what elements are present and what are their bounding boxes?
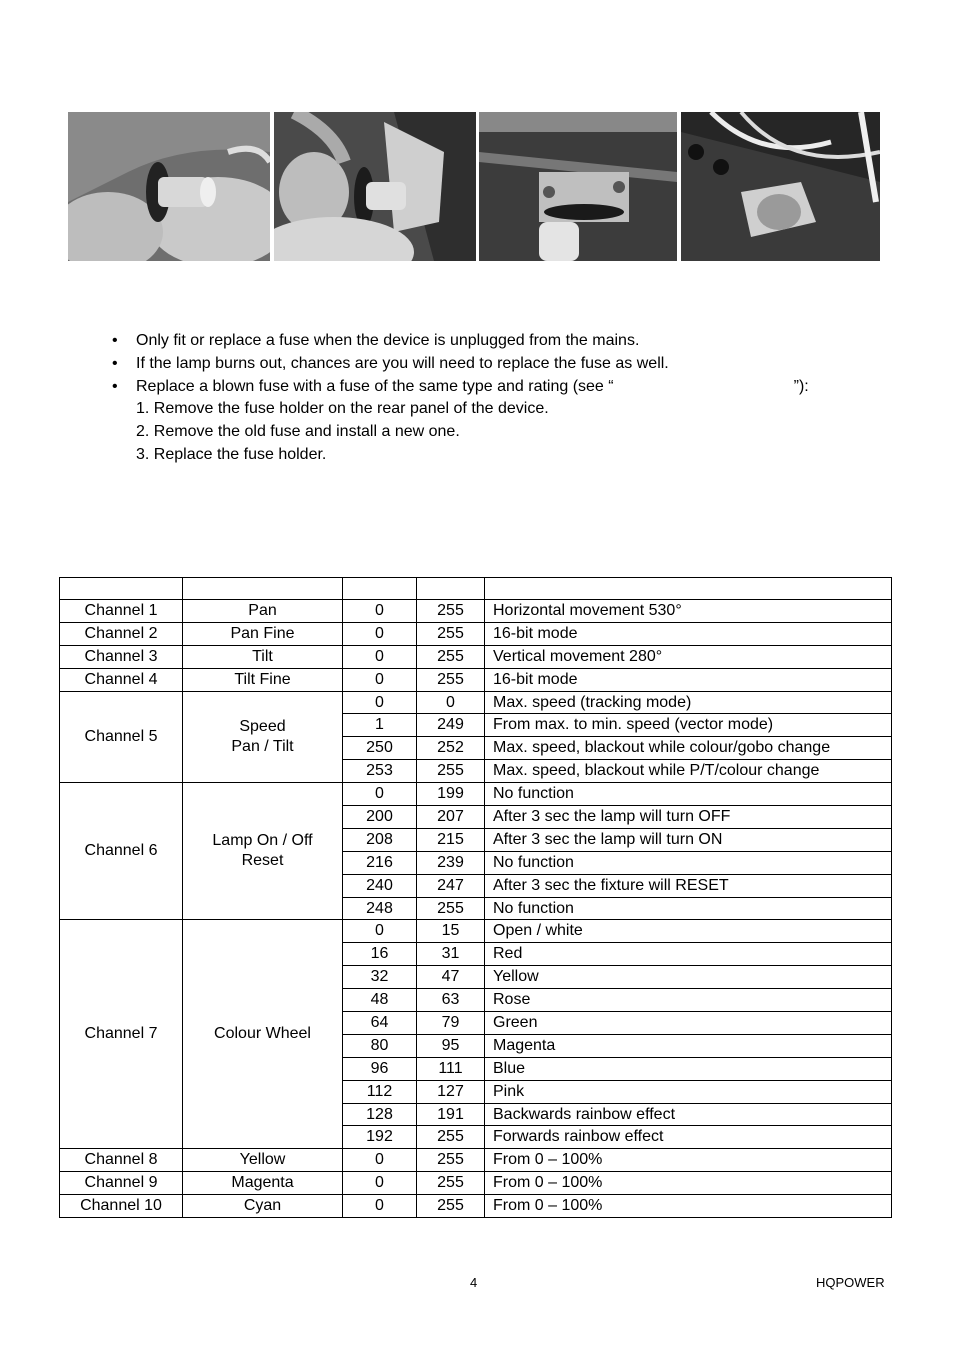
value-to-cell: 255 bbox=[417, 645, 485, 668]
value-to-cell: 95 bbox=[417, 1034, 485, 1057]
table-row bbox=[60, 783, 892, 806]
step-2: 2. Remove the old fuse and install a new one. bbox=[136, 423, 460, 441]
value-from-cell: 0 bbox=[343, 645, 417, 668]
page-number: 4 bbox=[470, 1275, 478, 1290]
function-line: Lamp On / Off bbox=[212, 832, 313, 850]
description-cell: Green bbox=[485, 1012, 892, 1035]
description-cell: Max. speed (tracking mode) bbox=[485, 691, 892, 714]
value-from-cell: 192 bbox=[343, 1126, 417, 1149]
value-from-cell: 32 bbox=[343, 966, 417, 989]
table-row bbox=[60, 1149, 892, 1172]
value-from-cell: 48 bbox=[343, 989, 417, 1012]
value-from-cell: 248 bbox=[343, 897, 417, 920]
value-from-cell: 1 bbox=[343, 714, 417, 737]
value-from-cell: 112 bbox=[343, 1080, 417, 1103]
value-from-cell: 0 bbox=[343, 1195, 417, 1218]
description-cell: 16-bit mode bbox=[485, 622, 892, 645]
function-cell bbox=[183, 783, 343, 920]
step-3: 3. Replace the fuse holder. bbox=[136, 445, 327, 463]
value-from-cell: 250 bbox=[343, 737, 417, 760]
value-from-cell: 96 bbox=[343, 1057, 417, 1080]
value-to-cell: 111 bbox=[417, 1057, 485, 1080]
function-cell: Pan Fine bbox=[183, 622, 343, 645]
table-row bbox=[60, 691, 892, 714]
value-to-cell: 255 bbox=[417, 1195, 485, 1218]
description-cell: No function bbox=[485, 851, 892, 874]
function-cell: Tilt Fine bbox=[183, 668, 343, 691]
function-cell: Pan bbox=[183, 600, 343, 623]
dmx-channel-table bbox=[59, 577, 892, 1218]
channel-cell: Channel 9 bbox=[60, 1172, 183, 1195]
value-from-cell: 200 bbox=[343, 806, 417, 829]
value-from-cell: 0 bbox=[343, 920, 417, 943]
description-cell: Max. speed, blackout while P/T/colour change bbox=[485, 760, 892, 783]
header-cell bbox=[183, 578, 343, 600]
value-to-cell: 255 bbox=[417, 897, 485, 920]
value-from-cell: 0 bbox=[343, 622, 417, 645]
function-line: Reset bbox=[241, 852, 284, 870]
fuse-replacement-notes bbox=[110, 330, 809, 467]
header-cell bbox=[417, 578, 485, 600]
description-cell: Backwards rainbow effect bbox=[485, 1103, 892, 1126]
table-row bbox=[60, 600, 892, 623]
function-cell: Tilt bbox=[183, 645, 343, 668]
value-to-cell: 255 bbox=[417, 1172, 485, 1195]
function-cell: Yellow bbox=[183, 1149, 343, 1172]
table-row bbox=[60, 622, 892, 645]
value-from-cell: 16 bbox=[343, 943, 417, 966]
value-to-cell: 127 bbox=[417, 1080, 485, 1103]
table-row bbox=[60, 645, 892, 668]
description-cell: From 0 – 100% bbox=[485, 1172, 892, 1195]
description-cell: Forwards rainbow effect bbox=[485, 1126, 892, 1149]
function-line: Pan / Tilt bbox=[231, 737, 294, 755]
table-row bbox=[60, 668, 892, 691]
value-from-cell: 128 bbox=[343, 1103, 417, 1126]
step-1: 1. Remove the fuse holder on the rear panel of the device. bbox=[136, 400, 549, 418]
header-cell bbox=[60, 578, 183, 600]
value-from-cell: 253 bbox=[343, 760, 417, 783]
value-from-cell: 240 bbox=[343, 874, 417, 897]
function-cell bbox=[183, 691, 343, 783]
value-from-cell: 0 bbox=[343, 668, 417, 691]
value-from-cell: 0 bbox=[343, 1149, 417, 1172]
value-from-cell: 80 bbox=[343, 1034, 417, 1057]
description-cell: After 3 sec the lamp will turn OFF bbox=[485, 806, 892, 829]
value-from-cell: 216 bbox=[343, 851, 417, 874]
description-cell: Yellow bbox=[485, 966, 892, 989]
value-to-cell: 255 bbox=[417, 668, 485, 691]
header-cell bbox=[343, 578, 417, 600]
channel-cell: Channel 3 bbox=[60, 645, 183, 668]
photo-fuse-holder-in-hand bbox=[274, 112, 476, 261]
value-to-cell: 191 bbox=[417, 1103, 485, 1126]
value-to-cell: 0 bbox=[417, 691, 485, 714]
description-cell: Open / white bbox=[485, 920, 892, 943]
note-bullet-replace-end: ”): bbox=[793, 377, 809, 395]
note-bullet-replace bbox=[110, 376, 809, 399]
description-cell: No function bbox=[485, 897, 892, 920]
description-cell: Pink bbox=[485, 1080, 892, 1103]
channel-cell: Channel 8 bbox=[60, 1149, 183, 1172]
table-row bbox=[60, 920, 892, 943]
value-to-cell: 207 bbox=[417, 806, 485, 829]
table-row bbox=[60, 1172, 892, 1195]
channel-cell: Channel 6 bbox=[60, 783, 183, 920]
channel-cell: Channel 4 bbox=[60, 668, 183, 691]
value-to-cell: 255 bbox=[417, 760, 485, 783]
value-to-cell: 215 bbox=[417, 828, 485, 851]
value-to-cell: 255 bbox=[417, 1149, 485, 1172]
function-cell: Cyan bbox=[183, 1195, 343, 1218]
channel-cell: Channel 10 bbox=[60, 1195, 183, 1218]
note-bullet-replace-start: Replace a blown fuse with a fuse of the same type and rating (see “ bbox=[136, 377, 614, 395]
channel-cell: Channel 1 bbox=[60, 600, 183, 623]
note-bullet-lamp: • If the lamp burns out, chances are you will need to replace the fuse as well. bbox=[110, 353, 809, 376]
photo-fuse-holder-on-panel bbox=[479, 112, 677, 261]
header-cell bbox=[485, 578, 892, 600]
description-cell: No function bbox=[485, 783, 892, 806]
value-to-cell: 199 bbox=[417, 783, 485, 806]
description-cell: Rose bbox=[485, 989, 892, 1012]
description-cell: After 3 sec the fixture will RESET bbox=[485, 874, 892, 897]
description-cell: Vertical movement 280° bbox=[485, 645, 892, 668]
value-to-cell: 255 bbox=[417, 622, 485, 645]
description-cell: From 0 – 100% bbox=[485, 1149, 892, 1172]
table-header-row bbox=[60, 578, 892, 600]
fuse-photo-strip bbox=[68, 112, 880, 261]
description-cell: Red bbox=[485, 943, 892, 966]
function-cell: Magenta bbox=[183, 1172, 343, 1195]
description-cell: Magenta bbox=[485, 1034, 892, 1057]
value-to-cell: 47 bbox=[417, 966, 485, 989]
value-to-cell: 255 bbox=[417, 1126, 485, 1149]
description-cell: From 0 – 100% bbox=[485, 1195, 892, 1218]
value-to-cell: 247 bbox=[417, 874, 485, 897]
value-to-cell: 239 bbox=[417, 851, 485, 874]
value-to-cell: 255 bbox=[417, 600, 485, 623]
note-bullet-unplug: • Only fit or replace a fuse when the device is unplugged from the mains. bbox=[110, 330, 809, 353]
value-from-cell: 0 bbox=[343, 1172, 417, 1195]
value-from-cell: 64 bbox=[343, 1012, 417, 1035]
footer-brand: HQPOWER bbox=[816, 1275, 885, 1290]
value-to-cell: 63 bbox=[417, 989, 485, 1012]
description-cell: Horizontal movement 530° bbox=[485, 600, 892, 623]
value-from-cell: 208 bbox=[343, 828, 417, 851]
value-from-cell: 0 bbox=[343, 600, 417, 623]
value-to-cell: 249 bbox=[417, 714, 485, 737]
value-to-cell: 31 bbox=[417, 943, 485, 966]
function-cell: Colour Wheel bbox=[183, 920, 343, 1149]
value-from-cell: 0 bbox=[343, 691, 417, 714]
table-row bbox=[60, 1195, 892, 1218]
channel-cell: Channel 7 bbox=[60, 920, 183, 1149]
value-from-cell: 0 bbox=[343, 783, 417, 806]
photo-fuse-holder-mounted bbox=[681, 112, 880, 261]
value-to-cell: 252 bbox=[417, 737, 485, 760]
description-cell: Blue bbox=[485, 1057, 892, 1080]
description-cell: 16-bit mode bbox=[485, 668, 892, 691]
value-to-cell: 15 bbox=[417, 920, 485, 943]
description-cell: Max. speed, blackout while colour/gobo change bbox=[485, 737, 892, 760]
channel-cell: Channel 2 bbox=[60, 622, 183, 645]
channel-cell: Channel 5 bbox=[60, 691, 183, 783]
photo-fuse-holder-removal bbox=[68, 112, 270, 261]
function-line: Speed bbox=[239, 717, 286, 735]
description-cell: From max. to min. speed (vector mode) bbox=[485, 714, 892, 737]
description-cell: After 3 sec the lamp will turn ON bbox=[485, 828, 892, 851]
value-to-cell: 79 bbox=[417, 1012, 485, 1035]
